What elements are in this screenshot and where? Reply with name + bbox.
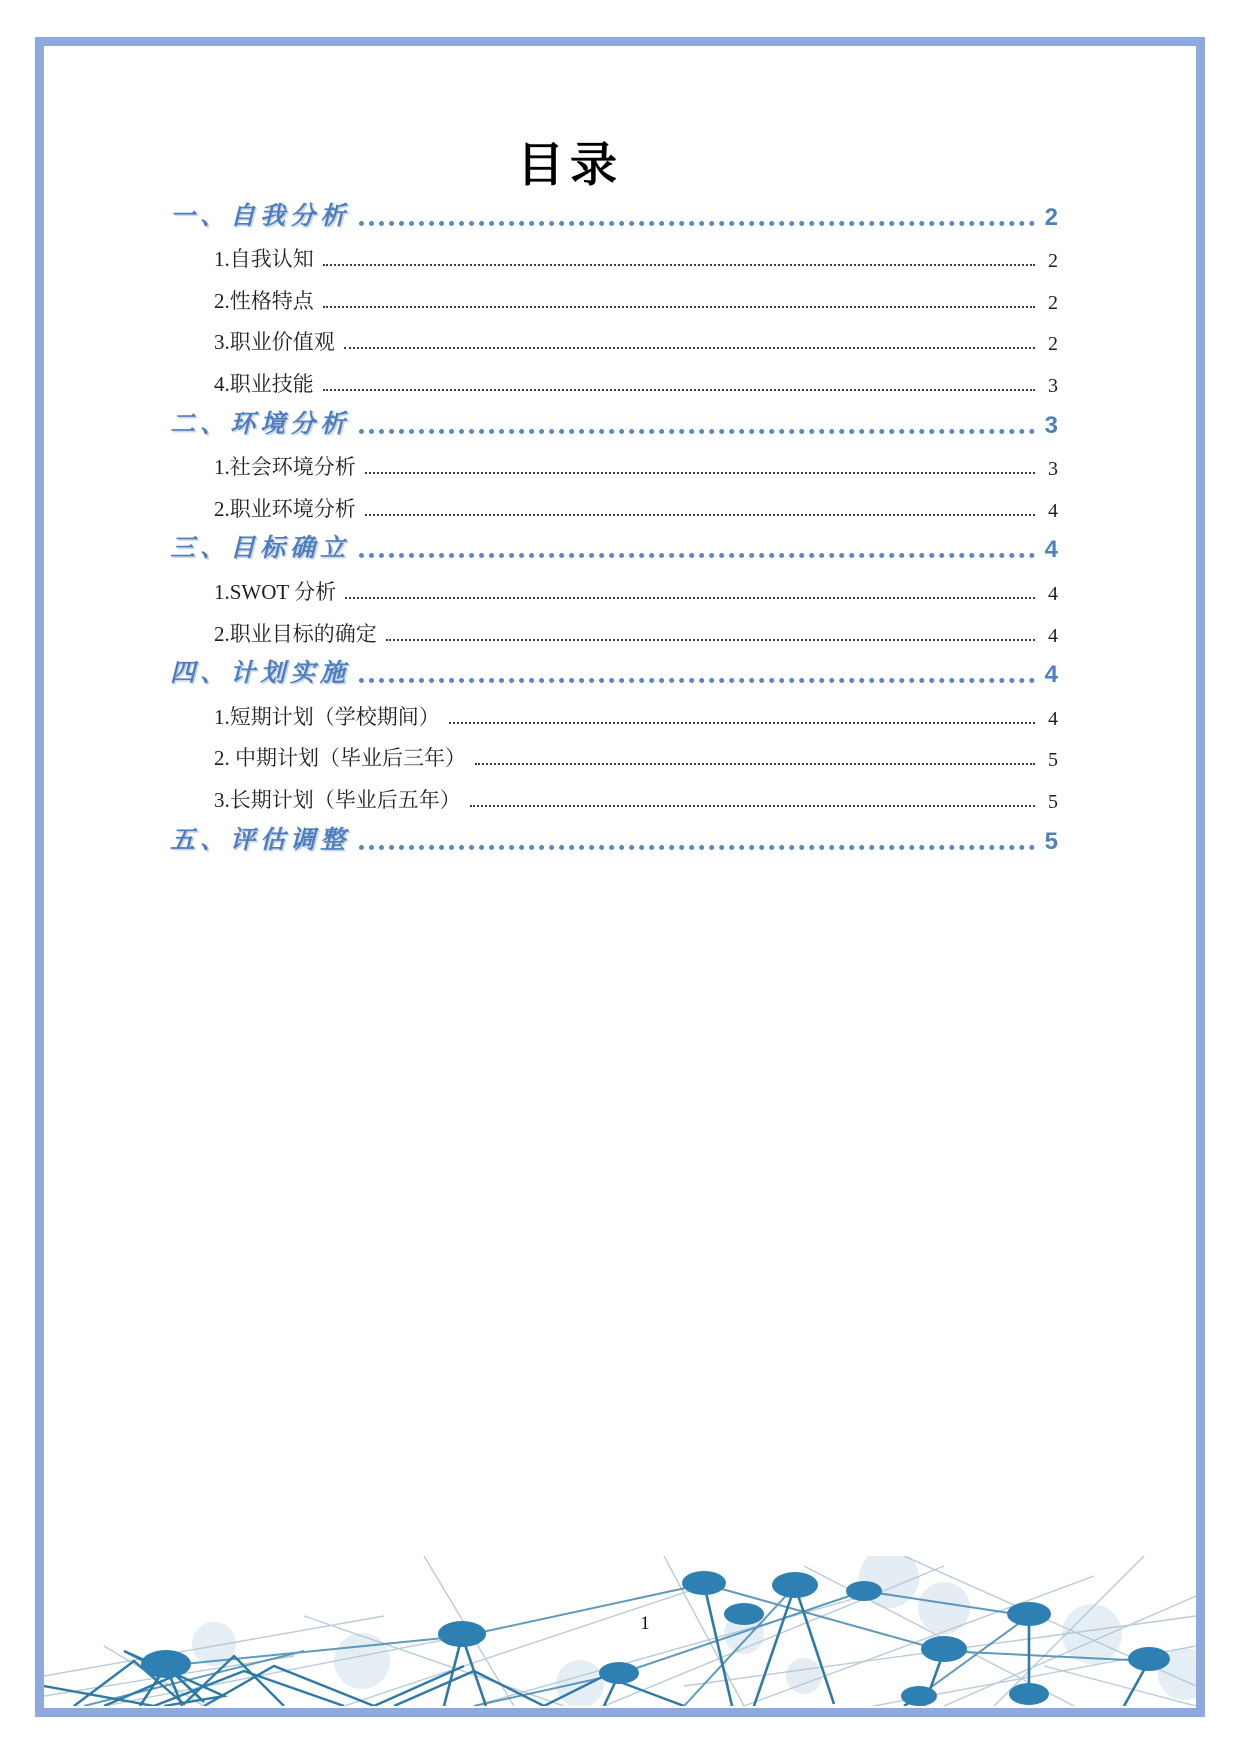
toc-entry[interactable] xyxy=(170,566,1058,608)
toc-entry[interactable] xyxy=(170,691,1058,733)
toc-entry-label: 三、目标确立 xyxy=(170,534,351,563)
toc-entry-label: 2.职业环境分析 xyxy=(214,496,356,521)
toc-leader-dots xyxy=(359,845,1035,850)
toc-leader-dots xyxy=(323,389,1035,391)
toc-entry-page-number: 2 xyxy=(1048,333,1058,356)
toc-leader-dots xyxy=(344,347,1035,349)
toc-entry-label: 1.自我认知 xyxy=(214,247,314,272)
toc-entry[interactable] xyxy=(170,400,1058,442)
toc-entry[interactable] xyxy=(170,816,1058,858)
footer-page-number: 1 xyxy=(640,1613,650,1634)
toc-entry[interactable] xyxy=(170,650,1058,692)
toc-entry[interactable] xyxy=(170,483,1058,525)
toc-entry-page-number: 2 xyxy=(1048,250,1058,273)
toc-entry-label: 3.长期计划（毕业后五年） xyxy=(214,787,461,812)
toc-entry-page-number: 5 xyxy=(1044,827,1058,855)
toc-leader-dots xyxy=(359,221,1035,226)
toc-entry-page-number: 5 xyxy=(1048,790,1058,813)
toc-entry[interactable] xyxy=(170,733,1058,775)
toc-leader-dots xyxy=(359,678,1035,683)
toc-leader-dots xyxy=(475,763,1035,765)
toc-entry-label: 2. 中期计划（毕业后三年） xyxy=(214,746,466,771)
toc-entry-label: 2.职业目标的确定 xyxy=(214,621,377,646)
toc-entry-page-number: 4 xyxy=(1044,661,1058,689)
toc-leader-dots xyxy=(365,472,1035,474)
toc-entry-label: 1.短期计划（学校期间） xyxy=(214,704,440,729)
toc-list xyxy=(170,192,1058,858)
toc-leader-dots xyxy=(359,429,1035,434)
toc-leader-dots xyxy=(323,306,1035,308)
toc-entry-page-number: 2 xyxy=(1044,203,1058,231)
toc-leader-dots xyxy=(365,514,1035,516)
toc-entry[interactable] xyxy=(170,317,1058,359)
toc-entry[interactable] xyxy=(170,442,1058,484)
toc-entry-page-number: 4 xyxy=(1048,499,1058,522)
toc-entry[interactable] xyxy=(170,525,1058,567)
page-title: 目录 xyxy=(517,140,623,192)
toc-entry[interactable] xyxy=(170,234,1058,276)
toc-entry[interactable] xyxy=(170,608,1058,650)
toc-entry-label: 3.职业价值观 xyxy=(214,330,335,355)
toc-entry[interactable] xyxy=(170,275,1058,317)
toc-leader-dots xyxy=(359,553,1035,558)
toc-entry-page-number: 3 xyxy=(1048,374,1058,397)
toc-leader-dots xyxy=(470,805,1035,807)
toc-leader-dots xyxy=(386,639,1035,641)
toc-entry-page-number: 3 xyxy=(1048,458,1058,481)
toc-entry-label: 4.职业技能 xyxy=(214,371,314,396)
toc-entry[interactable] xyxy=(170,774,1058,816)
toc-entry-label: 1.SWOT 分析 xyxy=(214,579,337,604)
toc-entry-label: 二、环境分析 xyxy=(170,409,351,438)
toc-entry-label: 1.社会环境分析 xyxy=(214,455,356,480)
toc-entry-page-number: 2 xyxy=(1048,291,1058,314)
toc-entry[interactable] xyxy=(170,358,1058,400)
toc-entry-label: 四、计划实施 xyxy=(170,659,351,688)
toc-entry-label: 一、自我分析 xyxy=(170,201,351,230)
toc-entry-page-number: 3 xyxy=(1044,411,1058,439)
toc-entry-page-number: 4 xyxy=(1048,624,1058,647)
toc-entry-page-number: 5 xyxy=(1048,749,1058,772)
toc-entry-page-number: 4 xyxy=(1048,582,1058,605)
toc-entry-label: 五、评估调整 xyxy=(170,825,351,854)
toc-entry-page-number: 4 xyxy=(1048,707,1058,730)
toc-entry-page-number: 4 xyxy=(1044,536,1058,564)
toc-entry-label: 2.性格特点 xyxy=(214,288,314,313)
toc-leader-dots xyxy=(345,597,1035,599)
toc-entry[interactable] xyxy=(170,192,1058,234)
toc-leader-dots xyxy=(449,722,1035,724)
toc-leader-dots xyxy=(323,264,1035,266)
